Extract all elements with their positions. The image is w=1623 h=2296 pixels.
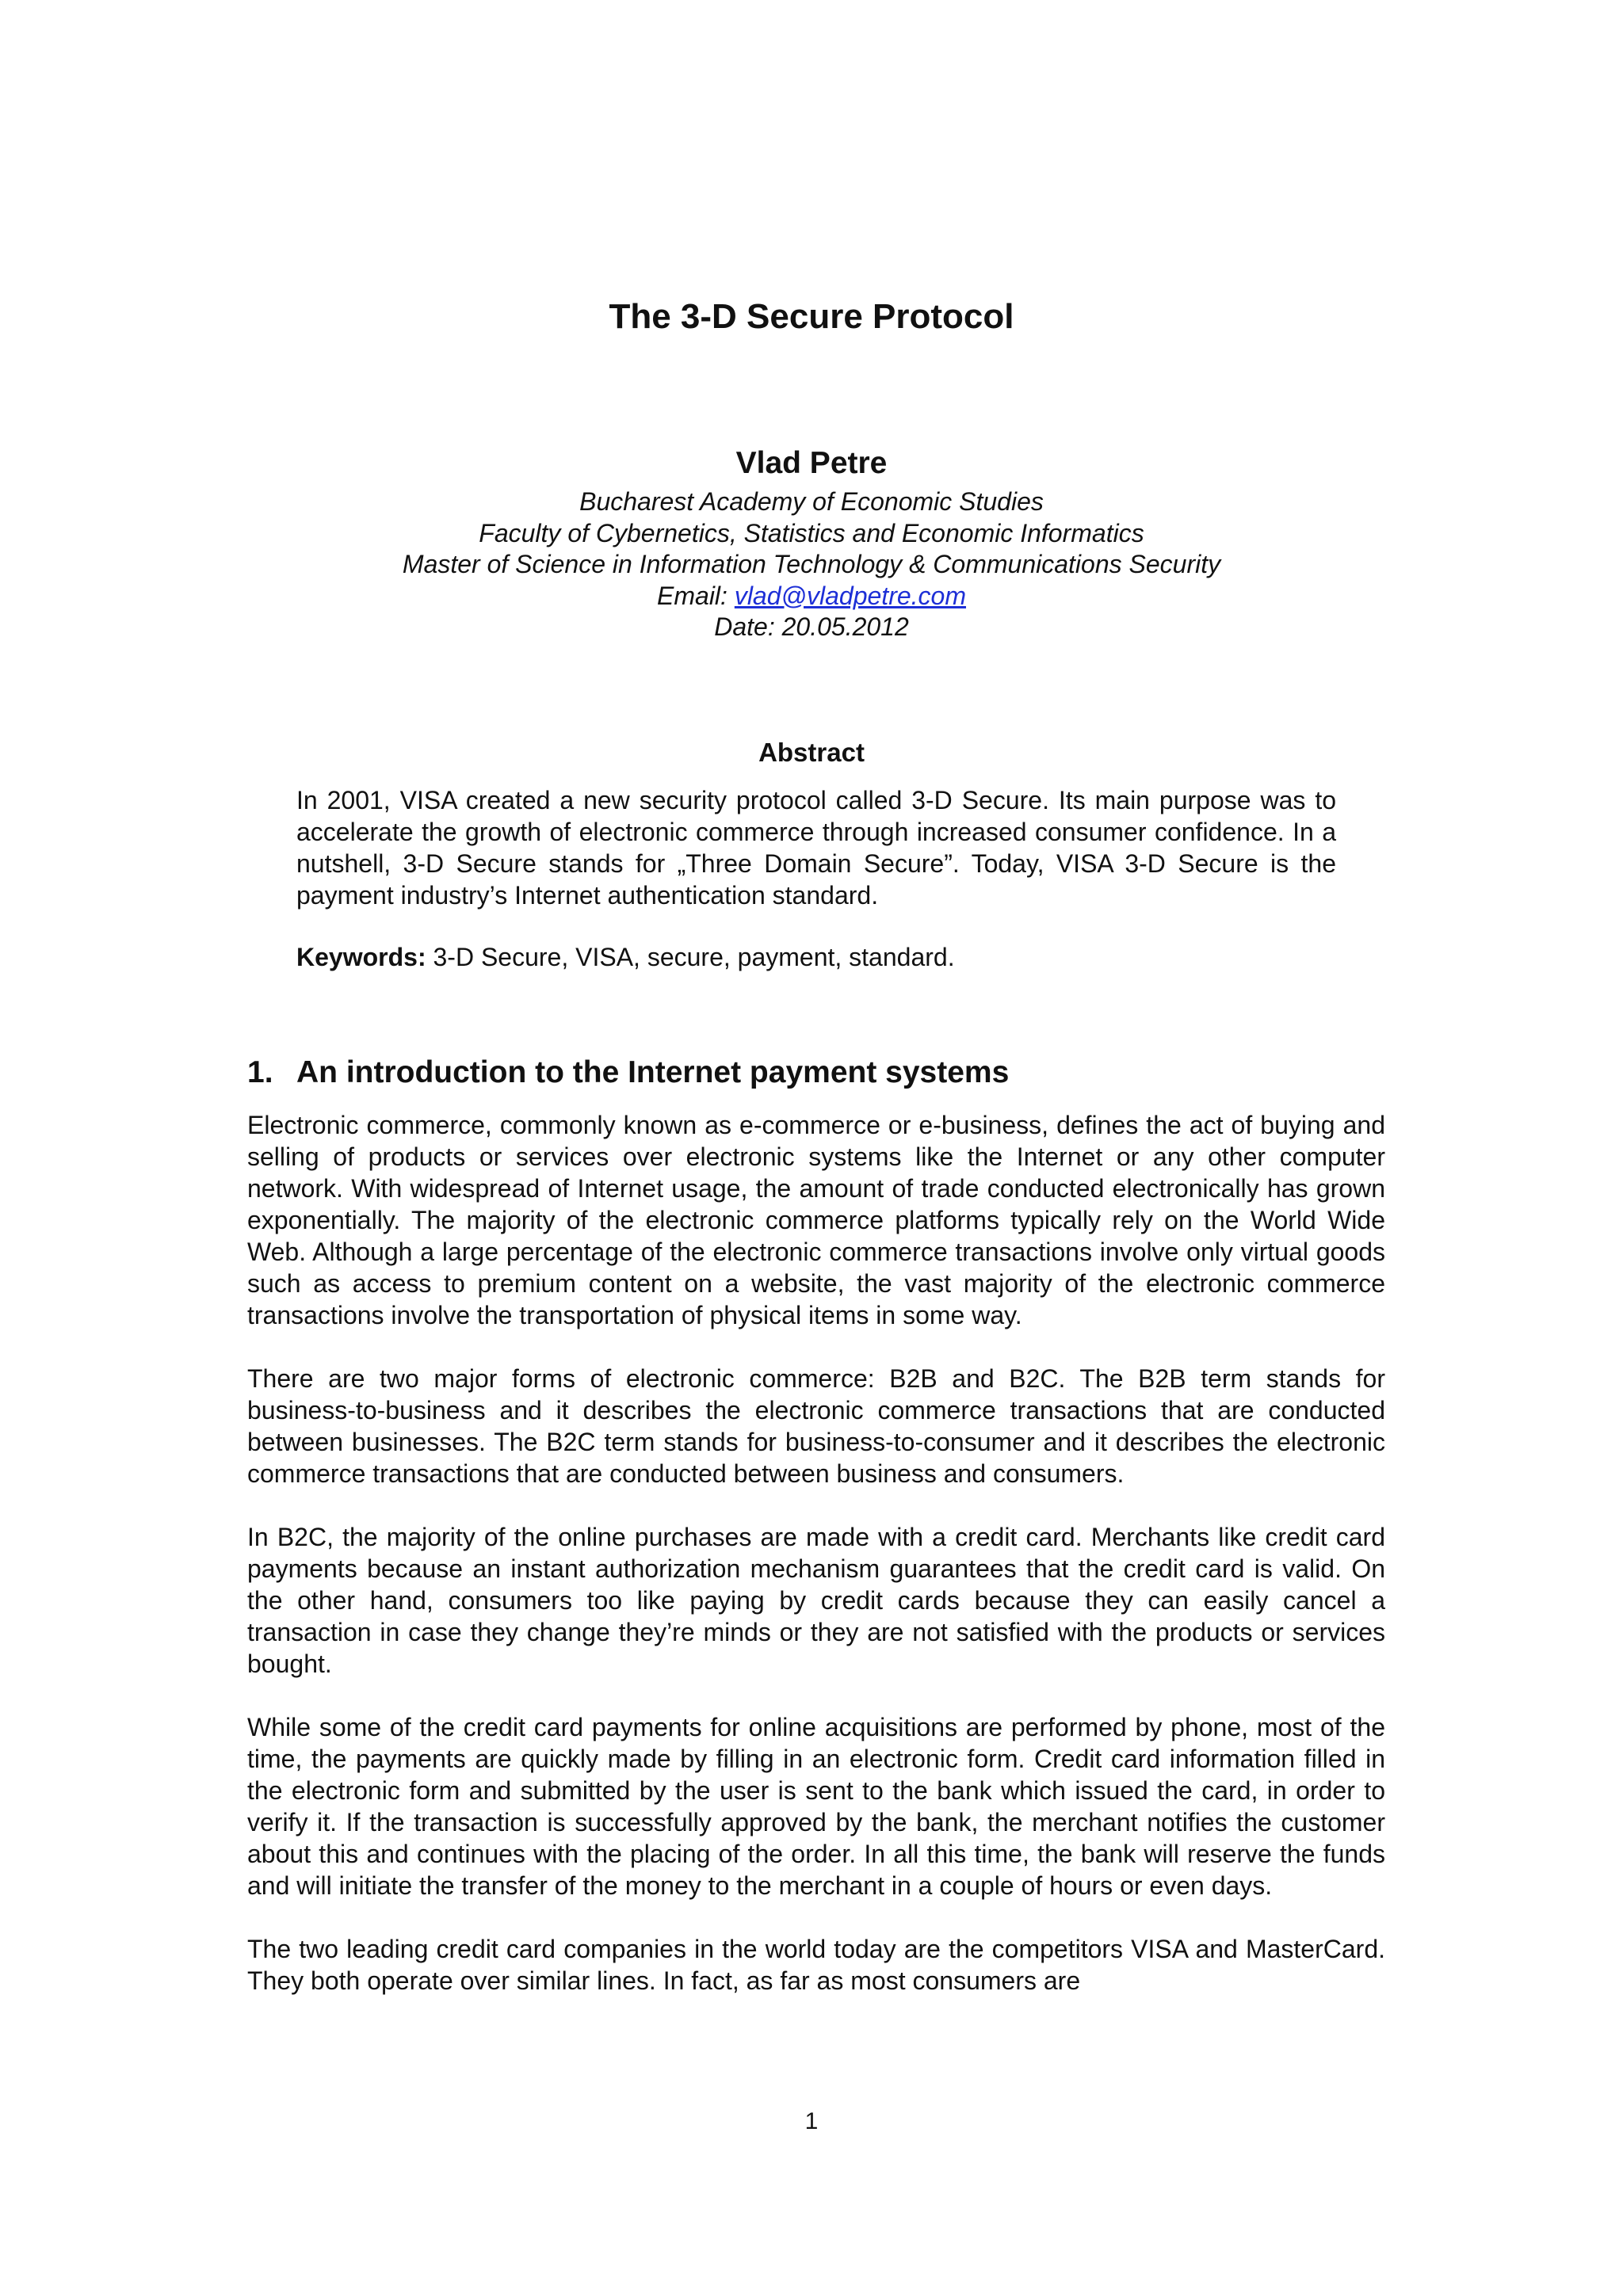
email-label: Email: — [657, 581, 727, 610]
paragraph-5: The two leading credit card companies in the world today are the competitors VISA and MasterCard. They both operate over similar lines. In fact, as far as most consumers are — [247, 1935, 1385, 1995]
abstract-text: In 2001, VISA created a new security protocol called 3-D Secure. Its main purpose was to accelerate the growth of electronic commerce through increased consumer confidence. In a nutshell, 3-D Secure stands for „Three Domain Secure”. Today, VISA 3-D Secure is the payment industry’s Internet authentication standard. — [296, 786, 1336, 910]
section-number: 1. — [247, 1055, 273, 1089]
author-name: Vlad Petre — [735, 446, 888, 480]
page-number: 1 — [804, 2108, 819, 2134]
keywords-line — [296, 941, 1336, 973]
email-link[interactable]: vlad@vladpetre.com — [734, 581, 966, 610]
affiliation-university: Bucharest Academy of Economic Studies — [579, 487, 1044, 516]
paper-title: The 3-D Secure Protocol — [609, 297, 1014, 336]
author-block — [0, 444, 1623, 643]
section-title: An introduction to the Internet payment systems — [296, 1055, 1010, 1089]
keywords-label: Keywords: — [296, 943, 426, 971]
abstract-heading: Abstract — [758, 738, 865, 767]
paragraph-4: While some of the credit card payments for online acquisitions are performed by phone, most of the time, the payments are quickly made by filling in an electronic form. Credit card information filled in the electronic form and submitted by the user is sent to the bank which issued the card, in order to verify it. If the transaction is successfully approved by the bank, the merchant notifies the customer about this and continues with the placing of the order. In all this time, the bank will reserve the funds and will initiate the transfer of the money to the merchant in a couple of hours or even days. — [247, 1713, 1385, 1900]
section-1-body — [247, 1109, 1385, 2028]
date-line: Date: 20.05.2012 — [714, 612, 909, 641]
affiliation-faculty: Faculty of Cybernetics, Statistics and Economic Informatics — [479, 518, 1144, 547]
email-line — [0, 581, 1623, 612]
keywords-value: 3-D Secure, VISA, secure, payment, standard. — [433, 943, 955, 971]
paragraph-1: Electronic commerce, commonly known as e-commerce or e-business, defines the act of buying and selling of products or services over electronic systems like the Internet or any other computer network. With widespread of Internet usage, the amount of trade conducted electronically has grown exponentially. The majority of the electronic commerce platforms typically rely on the World Wide Web. Although a large percentage of the electronic commerce transactions involve only virtual goods such as access to premium content on a website, the vast majority of the electronic commerce transactions involve the transportation of physical items in some way. — [247, 1111, 1385, 1329]
paragraph-2: There are two major forms of electronic commerce: B2B and B2C. The B2B term stands for business-to-business and it describes the electronic commerce transactions that are conducted between businesses. The B2C term stands for business-to-consumer and it describes the electronic commerce transactions that are conducted between business and consumers. — [247, 1364, 1385, 1488]
affiliation-program: Master of Science in Information Technology & Communications Security — [402, 550, 1221, 578]
section-1-heading — [247, 1052, 1388, 1093]
paragraph-3: In B2C, the majority of the online purchases are made with a credit card. Merchants like credit card payments because an instant authorization mechanism guarantees that the credit card is valid. On the other hand, consumers too like paying by credit cards because they can easily cancel a transaction in case they change they’re minds or they are not satisfied with the products or services bought. — [247, 1523, 1385, 1678]
